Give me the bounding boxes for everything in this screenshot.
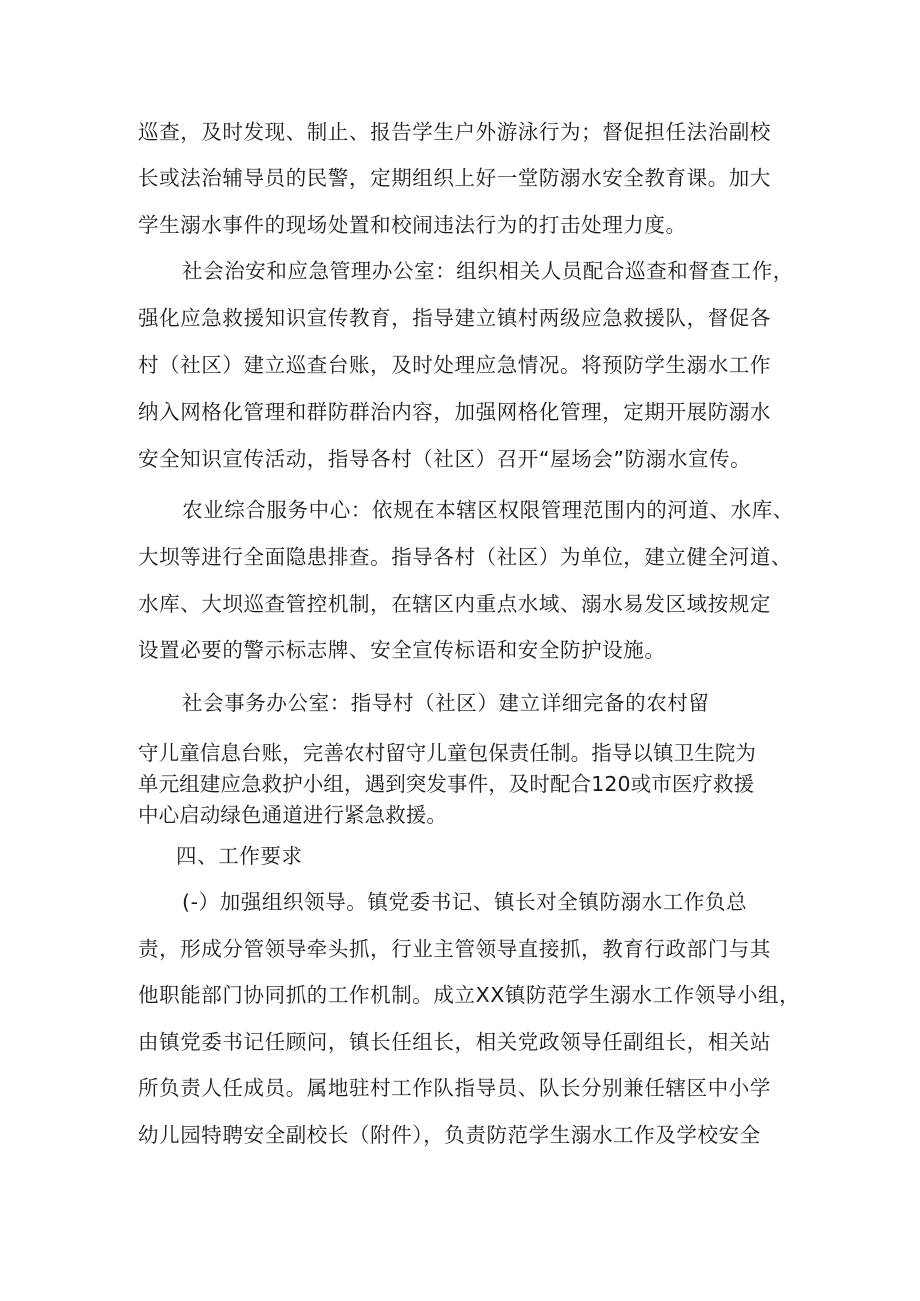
text-line: 他职能部门协同抓的工作机制。成立XX镇防范学生溺水工作领导小组， (138, 983, 801, 1007)
text-line: 幼儿园特聘安全副校长（附件），负责防范学生溺水工作及学校安全 (138, 1123, 761, 1147)
paragraph-start: 农业综合服务中心：依规在本辖区权限管理范围内的河道、水库、 (182, 498, 794, 522)
text-line: 水库、大坝巡查管控机制，在辖区内重点水域、溺水易发区域按规定 (138, 592, 771, 616)
text-line: 安全知识宣传活动，指导各村（社区）召开“屋场会”防溺水宣传。 (138, 447, 752, 471)
section-heading: 四、工作要求 (176, 844, 303, 868)
text-line: 由镇党委书记任顾问，镇长任组长，相关党政领导任副组长，相关站 (138, 1030, 771, 1054)
text-line: 守儿童信息台账，完善农村留守儿童包保责任制。指导以镇卫生院为 (138, 741, 756, 765)
paragraph-start: 社会事务办公室：指导村（社区）建立详细完备的农村留 (182, 691, 710, 715)
text-line: 强化应急救援知识宣传教育，指导建立镇村两级应急救援队，督促各 (138, 306, 771, 330)
text-line: 大坝等进行全面隐患排查。指导各村（社区）为单位，建立健全河道、 (138, 545, 793, 569)
paragraph-start: 社会治安和应急管理办公室：组织相关人员配合巡查和督查工作， (182, 259, 794, 283)
text-line: 学生溺水事件的现场处置和校闹违法行为的打击处理力度。 (138, 213, 687, 237)
paragraph-start: (-）加强组织领导。镇党委书记、镇长对全镇防溺水工作负总 (182, 890, 748, 914)
text-line: 巡查，及时发现、制止、报告学生户外游泳行为；督促担任法治副校 (138, 120, 771, 144)
text-line: 长或法治辅导员的民警，定期组织上好一堂防溺水安全教育课。加大 (138, 166, 771, 190)
text-line: 设置必要的警示标志牌、安全宣传标语和安全防护设施。 (138, 638, 666, 662)
text-line: 所负责人任成员。属地驻村工作队指导员、队长分别兼任辖区中小学 (138, 1076, 771, 1100)
text-line: 中心启动绿色通道进行紧急救援。 (138, 803, 447, 827)
text-line: 纳入网格化管理和群防群治内容，加强网格化管理，定期开展防溺水 (138, 400, 771, 424)
text-line: 村（社区）建立巡查台账，及时处理应急情况。将预防学生溺水工作 (138, 353, 771, 377)
text-line: 单元组建应急救护小组，遇到突发事件，及时配合120或市医疗救援 (138, 772, 755, 796)
text-line: 责，形成分管领导牵头抓，行业主管领导直接抓，教育行政部门与其 (138, 937, 771, 961)
